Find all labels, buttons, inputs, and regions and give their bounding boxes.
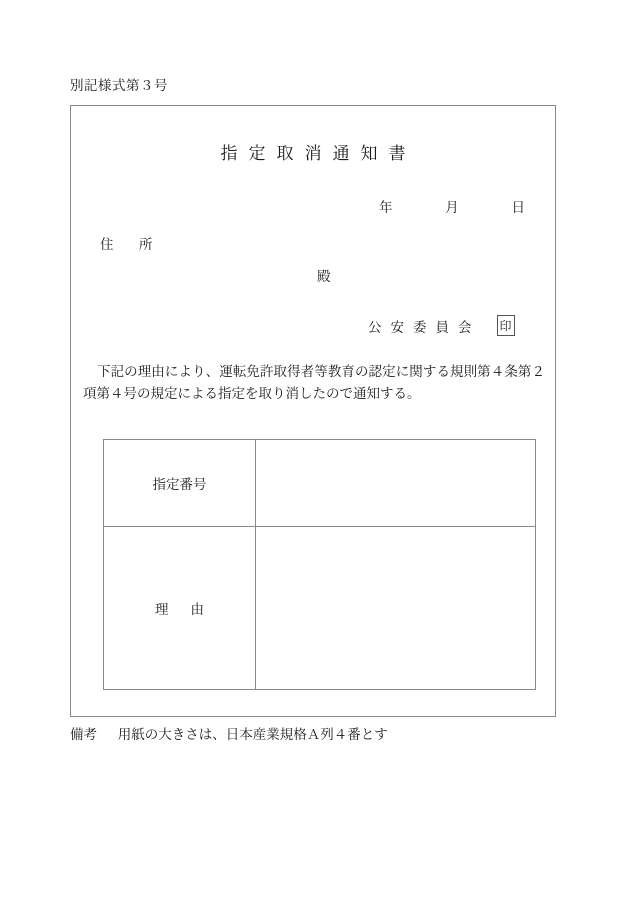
designation-number-label: 指定番号 — [104, 440, 256, 527]
form-number-label: 別記様式第３号 — [70, 78, 168, 93]
remark-text: 用紙の大きさは、日本産業規格Ａ列４番とす — [117, 727, 388, 742]
reason-label-char-1: 理 — [155, 602, 169, 617]
document-frame — [70, 105, 556, 717]
details-table — [103, 439, 536, 690]
remark-label: 備考 — [70, 727, 97, 742]
document-title: 指定取消通知書 — [220, 144, 417, 163]
address-label: 住 所 — [100, 237, 159, 252]
date-line — [379, 196, 525, 216]
notice-body-text: 下記の理由により、運転免許取得者等教育の認定に関する規則第４条第２項第４号の規定による指定を取り消したので通知する。 — [83, 364, 545, 401]
reason-label-char-2: 由 — [190, 602, 204, 617]
recipient-honorific: 殿 — [317, 269, 331, 284]
issuing-authority-row — [367, 315, 515, 336]
seal-stamp-icon: 印 — [497, 315, 515, 336]
remark-note — [70, 723, 388, 743]
year-label: 年 — [379, 200, 393, 215]
month-label: 月 — [445, 200, 459, 215]
reason-label — [104, 527, 256, 690]
designation-number-value[interactable] — [256, 440, 536, 527]
day-label: 日 — [511, 200, 525, 215]
table-row — [104, 527, 536, 690]
authority-name: 公安委員会 — [368, 319, 481, 335]
reason-value[interactable] — [256, 527, 536, 690]
table-row — [104, 440, 536, 527]
